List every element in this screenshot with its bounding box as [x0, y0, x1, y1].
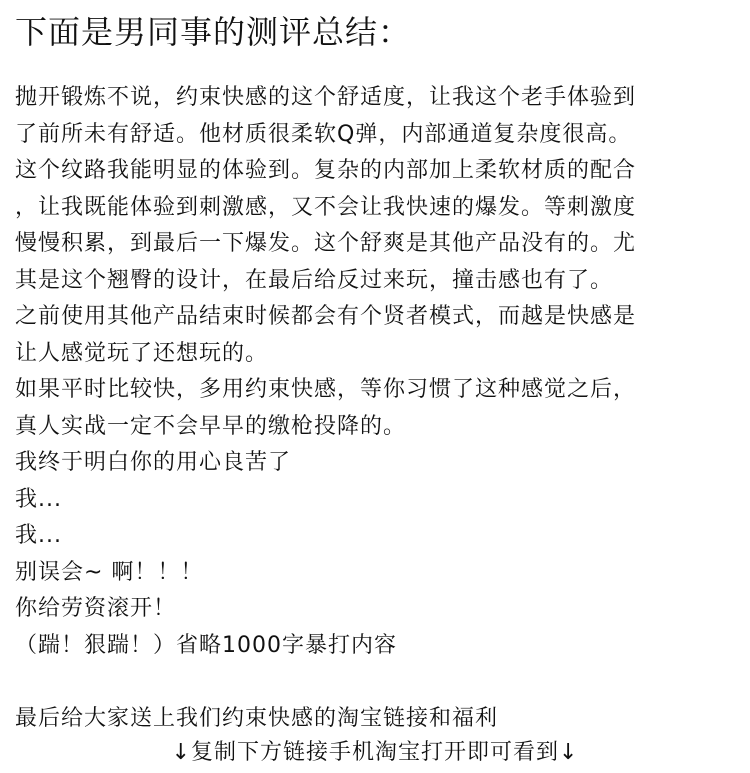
text-line: 我终于明白你的用心良苦了: [15, 450, 292, 475]
text-line: 之前使用其他产品结束时候都会有个贤者模式，而越是快感是: [15, 304, 637, 329]
page-title: 下面是男同事的测评总结：: [15, 13, 412, 51]
text-line: 如果平时比较快，多用约束快感，等你习惯了这种感觉之后，: [15, 377, 637, 402]
text-line: 我...: [15, 523, 62, 548]
footer-instruction: ↓复制下方链接手机淘宝打开即可看到↓: [171, 740, 579, 765]
text-line: 让人感觉玩了还想玩的。: [15, 340, 269, 366]
blank-line: [15, 664, 740, 701]
text-line: 你给劳资滚开！: [15, 596, 177, 621]
text-line: 我...: [15, 486, 62, 512]
text-line: 别误会~ 啊！！！: [15, 559, 204, 585]
text-line: 真人实战一定不会早早的缴枪投降的。: [15, 413, 407, 439]
text-line: 其是这个翘臀的设计，在最后给反过来玩，撞击感也有了。: [15, 267, 614, 293]
text-line: ，让我既能体验到刺激感，又不会让我快速的爆发。等刺激度: [15, 194, 637, 220]
text-line: 了前所未有舒适。他材质很柔软Q弹，内部通道复杂度很高。: [15, 121, 632, 147]
review-body: [15, 80, 740, 737]
text-line: （踹！狠踹！）省略1000字暴打内容: [15, 632, 397, 658]
text-line: 慢慢积累，到最后一下爆发。这个舒爽是其他产品没有的。尤: [15, 231, 637, 256]
text-line: 最后给大家送上我们约束快感的淘宝链接和福利: [15, 705, 499, 731]
text-line: 抛开锻炼不说，约束快感的这个舒适度，让我这个老手体验到: [15, 85, 637, 110]
text-line: 这个纹路我能明显的体验到。复杂的内部加上柔软材质的配合: [15, 158, 637, 183]
